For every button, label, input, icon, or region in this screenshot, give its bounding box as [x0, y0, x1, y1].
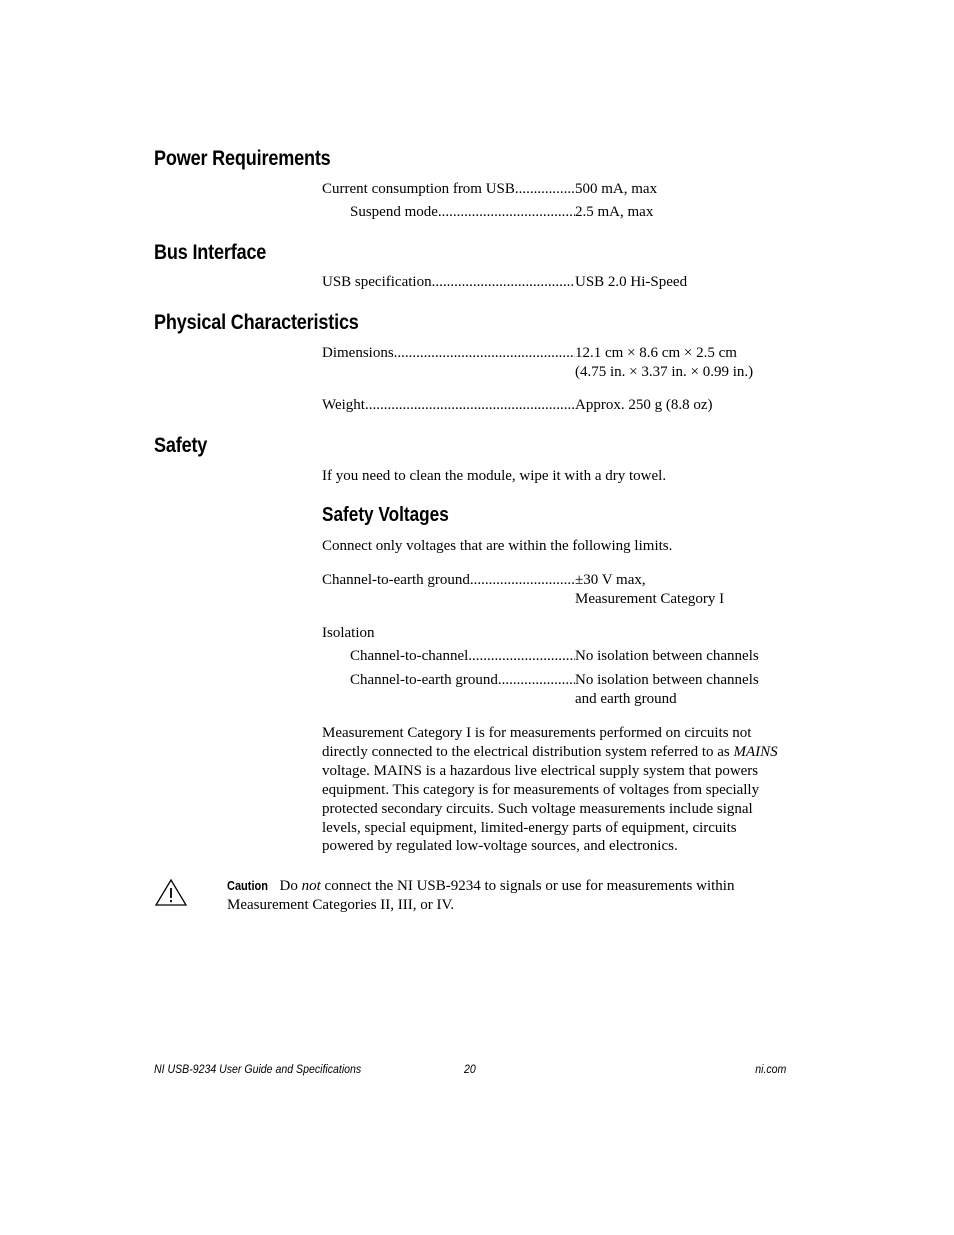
warning-triangle-icon — [154, 878, 188, 908]
spec-label: Channel-to-earth ground — [322, 572, 470, 588]
mains-italic: MAINS — [733, 743, 778, 760]
section-title-power: Power Requirements — [154, 147, 331, 170]
spec-value: 500 mA, max — [575, 181, 658, 197]
measurement-category-paragraph: Measurement Category I is for measurements performed on circuits not directly connected to the electrical distribution system referred to as MAINS voltage. MAINS is a hazardous live electrical supply system that powers equipment. This category is for measurements of voltages from specially protected secondary circuits. Such voltage measurements include signal levels, special equipment, limited-energy parts of equipment, circuits powered by regulated low-voltage sources, and electronics. — [322, 725, 778, 855]
spec-label: Dimensions — [322, 345, 394, 361]
spec-label: Channel-to-channel — [350, 648, 469, 664]
spec-value: 2.5 mA, max — [575, 204, 654, 220]
spec-label: USB specification — [322, 274, 432, 290]
footer-website: ni.com — [754, 1062, 786, 1076]
spec-row-isolation-channel-to-earth — [350, 671, 785, 709]
spec-row-suspend-mode — [350, 203, 785, 222]
spec-row-usb-specification — [322, 273, 785, 292]
spec-value-line2: Measurement Category I — [575, 591, 725, 607]
spec-row-dimensions — [322, 344, 785, 382]
spec-row-channel-to-earth — [322, 571, 785, 609]
section-title-bus: Bus Interface — [154, 241, 267, 264]
safety-voltages-intro: Connect only voltages that are within the following limits. — [322, 538, 673, 554]
spec-row-current-consumption — [322, 180, 785, 199]
spec-label: Channel-to-earth ground — [350, 672, 498, 688]
spec-value: Approx. 250 g (8.8 oz) — [575, 397, 713, 413]
spec-row-isolation-channel-to-channel — [350, 647, 785, 666]
footer-page-number: 20 — [464, 1062, 476, 1076]
isolation-label: Isolation — [322, 625, 375, 641]
spec-label: Current consumption from USB — [322, 181, 515, 197]
safety-text: If you need to clean the module, wipe it with a dry towel. — [322, 468, 667, 484]
spec-value: No isolation between channels — [575, 672, 759, 688]
caution-note: Caution Do not connect the NI USB-9234 to signals or use for measurements within Measurement Categories II, III, or IV. — [227, 878, 735, 913]
section-title-physical: Physical Characteristics — [154, 311, 359, 334]
spec-value-line2: (4.75 in. × 3.37 in. × 0.99 in.) — [575, 364, 754, 380]
footer-title: NI USB-9234 User Guide and Specifications — [154, 1062, 362, 1076]
spec-row-weight — [322, 396, 785, 415]
spec-label: Weight — [322, 397, 365, 413]
subsection-title-safety-voltages: Safety Voltages — [322, 504, 449, 526]
spec-value: USB 2.0 Hi-Speed — [575, 274, 688, 290]
caution-label: Caution — [227, 879, 268, 893]
section-title-safety: Safety — [154, 434, 208, 457]
spec-value: 12.1 cm × 8.6 cm × 2.5 cm — [575, 345, 737, 361]
spec-label: Suspend mode — [350, 204, 438, 220]
spec-value: No isolation between channels — [575, 648, 759, 664]
spec-value: ±30 V max, — [575, 572, 646, 588]
spec-value-line2: and earth ground — [575, 691, 677, 707]
